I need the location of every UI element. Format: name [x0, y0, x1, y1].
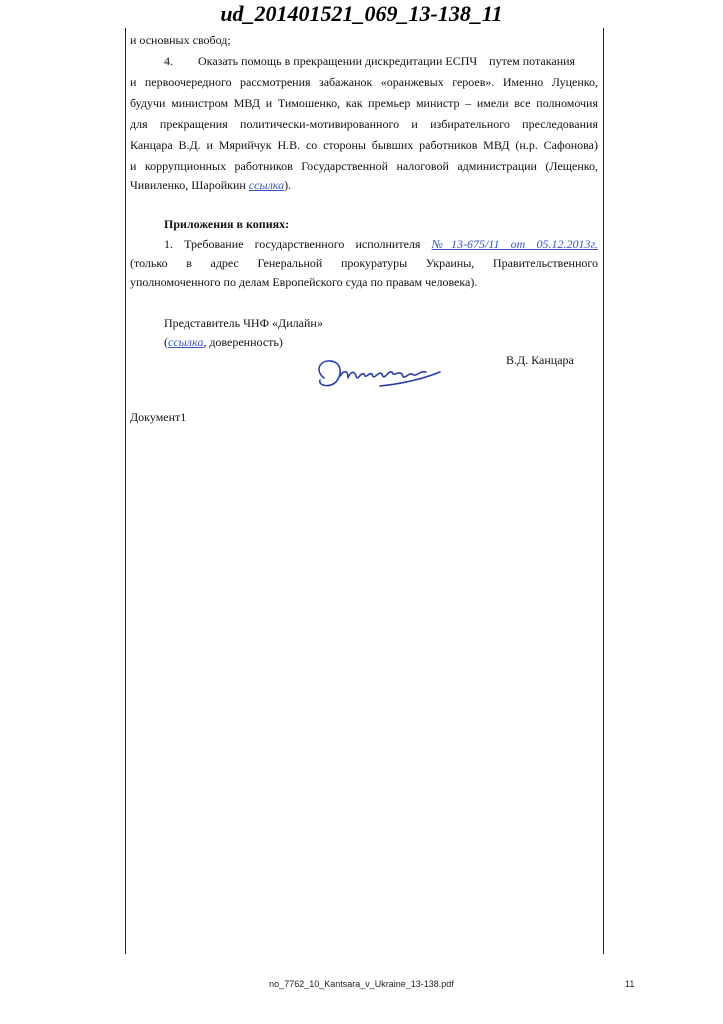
- item-number: 4.: [164, 54, 173, 68]
- line-text: , доверенность): [203, 335, 283, 349]
- footer-filename: no_7762_10_Kantsara_v_Ukraine_13-138.pdf: [269, 979, 454, 989]
- document-id-header: ud_201401521_069_13-138_11: [220, 1, 503, 26]
- handwritten-signature: [310, 352, 450, 394]
- line-text: ).: [284, 178, 292, 192]
- footer-page-number: 11: [625, 979, 635, 989]
- text-line: и основных свобод;: [130, 33, 231, 47]
- text-line: будучи министром МВД и Тимошенко, как премьер министр – имели все полномочия: [130, 96, 598, 110]
- text-line: Канцара В.Д. и Мярийчук Н.В. со стороны бывших работников МВД (н.р. Сафонова): [130, 138, 598, 152]
- text-line-with-link: [130, 177, 598, 194]
- representative-line: Представитель ЧНФ «Дилайн»: [164, 316, 323, 330]
- item-4-text: Оказать помощь в прекращении дискредитации ЕСПЧ путем потакания: [198, 54, 576, 68]
- left-margin-rule: [125, 28, 126, 954]
- attachments-heading: Приложения в копиях:: [164, 217, 290, 231]
- signer-name: В.Д. Канцара: [506, 353, 574, 367]
- document-label: Документ1: [130, 410, 187, 424]
- attachment-1-line: [164, 236, 598, 253]
- attachment-link[interactable]: №13-675/11 от 05.12.2013г.: [431, 237, 598, 251]
- text-line: и первоочередного рассмотрения забажанок «оранжевых героев». Именно Луценко,: [130, 75, 598, 89]
- item-4-line: [130, 53, 598, 70]
- text-line: уполномоченного по делам Европейского суда по правам человека).: [130, 275, 478, 289]
- representative-power-line: [164, 334, 598, 351]
- paren: (: [164, 335, 168, 349]
- line-text: Чивиленко, Шаройкин: [130, 178, 249, 192]
- text-line: (только в адрес Генеральной прокуратуры Украины, Правительственного: [130, 256, 598, 270]
- attachment-text: 1. Требование государственного исполнителя: [164, 237, 432, 251]
- power-of-attorney-link[interactable]: ссылка: [168, 335, 204, 349]
- right-margin-rule: [603, 28, 604, 954]
- text-line: и коррупционных работников Государственной налоговой администрации (Лещенко,: [130, 159, 598, 173]
- reference-link[interactable]: ссылка: [248, 178, 285, 192]
- text-line: для прекращения политически-мотивированного и избирательного преследования: [130, 117, 598, 131]
